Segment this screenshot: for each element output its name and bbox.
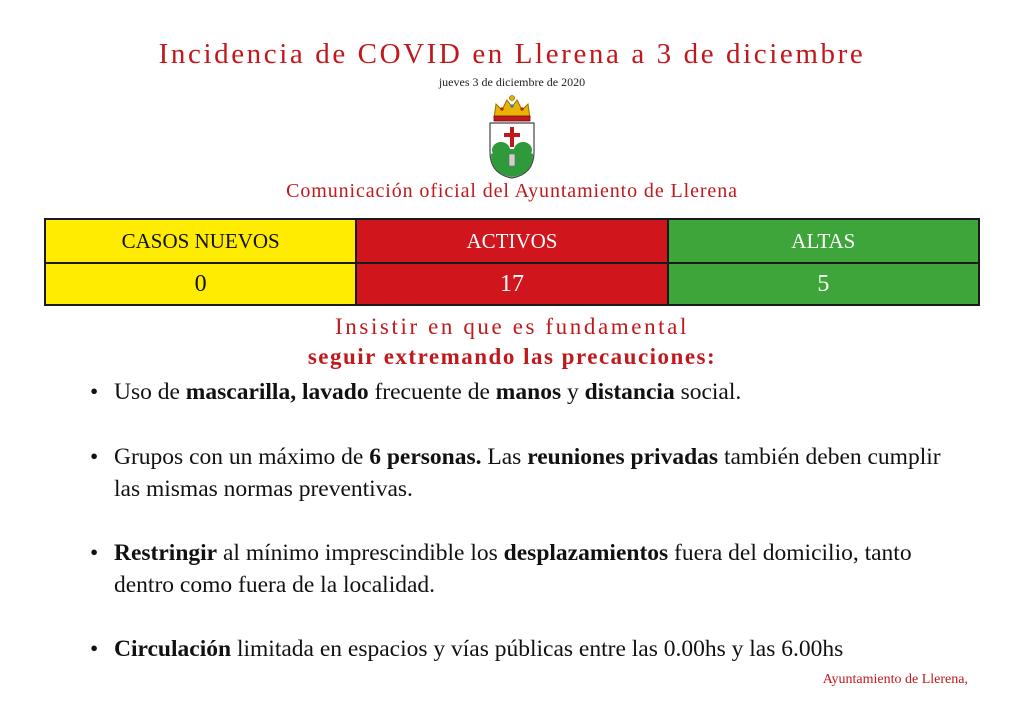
rule-text: frecuente de [368,379,496,405]
date-line: jueves 3 de diciembre de 2020 [438,75,586,89]
rule-emphasis: distancia [584,379,675,405]
page-subtitle: Comunicación oficial del Ayuntamiento de Llerena [286,180,738,202]
rule-item [90,633,964,665]
discharges-value: 5 [668,263,979,305]
coat-of-arms-icon [482,94,542,180]
message-line-2: seguir extremando las precauciones: [307,344,717,369]
footer-signature: Ayuntamiento de Llerena, [822,672,968,687]
rule-text: Las [481,444,528,470]
rule-text: limitada en espacios y vías públicas entre las 0.00hs y las 6.00hs [231,636,844,662]
rule-emphasis: Circulación [114,636,232,662]
active-value: 17 [356,263,667,305]
new-cases-value: 0 [45,263,356,305]
message-line-1: Insistir en que es fundamental [335,314,689,339]
active-label: ACTIVOS [356,219,667,263]
stats-header-row [45,219,979,263]
rule-text: y [561,379,585,405]
rule-text: Grupos con un máximo de [114,444,370,470]
rule-emphasis: reuniones privadas [527,444,719,470]
rule-emphasis: desplazamientos [503,540,669,566]
rule-text: al mínimo imprescindible los [217,540,504,566]
rule-text: fuera del domicilio, tanto dentro como fuera de la localidad. [114,540,912,598]
rule-emphasis: Restringir [114,540,218,566]
rule-emphasis: mascarilla, lavado [185,379,369,405]
stats-values-row [45,263,979,305]
rule-emphasis: 6 personas. [369,444,482,470]
rule-item [90,537,964,601]
rule-item [90,376,964,408]
stats-table [44,218,980,306]
rule-text: social. [674,379,742,405]
rule-item [90,441,964,505]
discharges-label: ALTAS [668,219,979,263]
rule-emphasis: manos [495,379,562,405]
page-title: Incidencia de COVID en Llerena a 3 de diciembre [158,38,866,70]
new-cases-label: CASOS NUEVOS [45,219,356,263]
rule-text: también deben cumplir las mismas normas preventivas. [114,444,941,502]
rule-text: Uso de [114,379,186,405]
